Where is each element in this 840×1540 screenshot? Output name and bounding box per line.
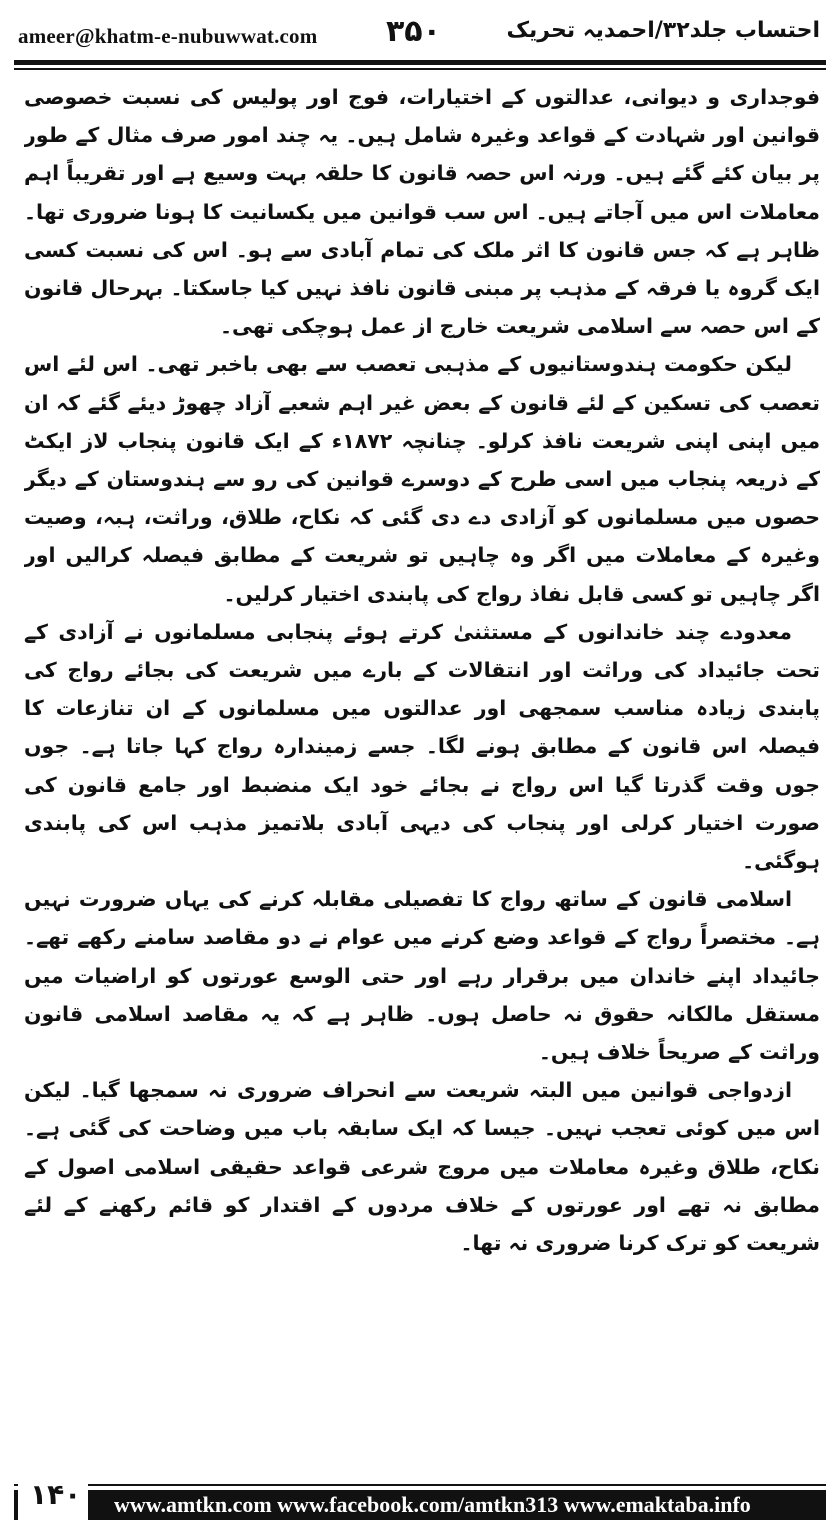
paragraph-2: لیکن حکومت ہندوستانیوں کے مذہبی تعصب سے بھی باخبر تھی۔ اس لئے اس تعصب کی تسکین کے لئے قانون کے بعض غیر اہم شعبے آزاد چھوڑ دیئے گئے کہ ان میں اپنی اپنی شریعت نافذ کرلو۔ چنانچہ ۱۸۷۲ء کے ایک قانون پنجاب لاز ایکٹ کے ذریعہ پنجاب میں اسی طرح کے دوسرے قوانین کی رو سے ہندوستان کے دیگر حصوں میں مسلمانوں کو آزادی دے دی گئی کہ نکاح، طلاق، وراثت، ہبہ، وصیت وغیرہ کے معاملات میں اگر وہ چاہیں تو شریعت کے مطابق فیصلہ کرالیں اور اگر چاہیں تو کسی قابل نفاذ رواج کی پابندی اختیار کرلیں۔ [24, 352, 820, 606]
paragraph-4: اسلامی قانون کے ساتھ رواج کا تفصیلی مقابلہ کرنے کی یہاں ضرورت نہیں ہے۔ مختصراً رواج کے قواعد وضع کرنے میں عوام نے دو مقاصد سامنے رکھے تھے۔ جائیداد اپنے خاندان میں برقرار رہے اور حتی الوسع عورتوں کو اراضیات میں مستقل مالکانہ حقوق نہ حاصل ہوں۔ ظاہر ہے کہ یہ مقاصد اسلامی قانون وراثت کے صریحاً خلاف ہیں۔ [24, 887, 820, 1065]
footer-rule [14, 1484, 826, 1486]
paragraph-3: معدودے چند خاندانوں کے مستثنیٰ کرتے ہوئے پنجابی مسلمانوں نے آزادی کے تحت جائیداد کی وراثت اور انتقالات کے بارے میں شریعت کی بجائے رواج کی پابندی زیادہ مناسب سمجھی اور عدالتوں میں مسلمانوں کے ان تنازعات کا فیصلہ اس قانون کے مطابق ہونے لگا۔ جسے زمیندارہ رواج کہا جاتا ہے۔ جوں جوں وقت گذرتا گیا اس رواج نے بجائے خود ایک منضبط اور جامع قانون کی صورت اختیار کرلی اور پنجاب کی دیہی آبادی بلاتمیز مذہب اس کی پابندی ہوگئی۔ [24, 619, 820, 874]
header-email[interactable]: ameer@khatm-e-nubuwwat.com [18, 24, 318, 48]
paragraph-5: ازدواجی قوانین میں البتہ شریعت سے انحراف ضروری نہ سمجھا گیا۔ لیکن اس میں کوئی تعجب نہیں۔ جیسا کہ ایک سابقہ باب میں وضاحت کی گئی ہے۔ نکاح، طلاق وغیرہ معاملات میں مروج شرعی قواعد حقیقی اسلامی اصول کے مطابق نہ تھے اور عورتوں کے خلاف مردوں کے اقتدار کو قائم رکھنے کے لئے شریعت کو ترک کرنا ضروری نہ تھا۔ [24, 1078, 820, 1256]
header-page-number: ۳۵۰ [386, 14, 441, 49]
footer-links[interactable]: www.amtkn.com www.facebook.com/amtkn313 www.emaktaba.info [114, 1492, 751, 1517]
body-text [24, 78, 820, 1450]
header-book-title: احتساب جلد۳۲/احمدیہ تحریک [506, 18, 820, 43]
footer-page-number: ۱۴۰ [30, 1478, 82, 1511]
paragraph-1: فوجداری و دیوانی، عدالتوں کے اختیارات، فوج اور پولیس کی نسبت خصوصی قوانین اور شہادت کے قواعد وغیرہ شامل ہیں۔ یہ چند امور صرف مثال کے طور پر بیان کئے گئے ہیں۔ ورنہ اس حصہ قانون کا حلقہ بہت وسیع ہے اور تقریباً اہم معاملات اس میں آجاتے ہیں۔ اس سب قوانین میں یکسانیت کا ہونا ضروری تھا۔ ظاہر ہے کہ جس قانون کا اثر ملک کی تمام آبادی سے ہو۔ اس کی نسبت کسی ایک گروہ یا فرقہ کے مذہب پر مبنی قانون نافذ نہیں کیا جاسکتا۔ بہرحال قانون کے اس حصہ سے اسلامی شریعت خارج از عمل ہوچکی تھی۔ [24, 85, 820, 339]
header-rule-thin [14, 68, 826, 70]
header-rule-thick [14, 60, 826, 65]
page-header [14, 10, 826, 58]
